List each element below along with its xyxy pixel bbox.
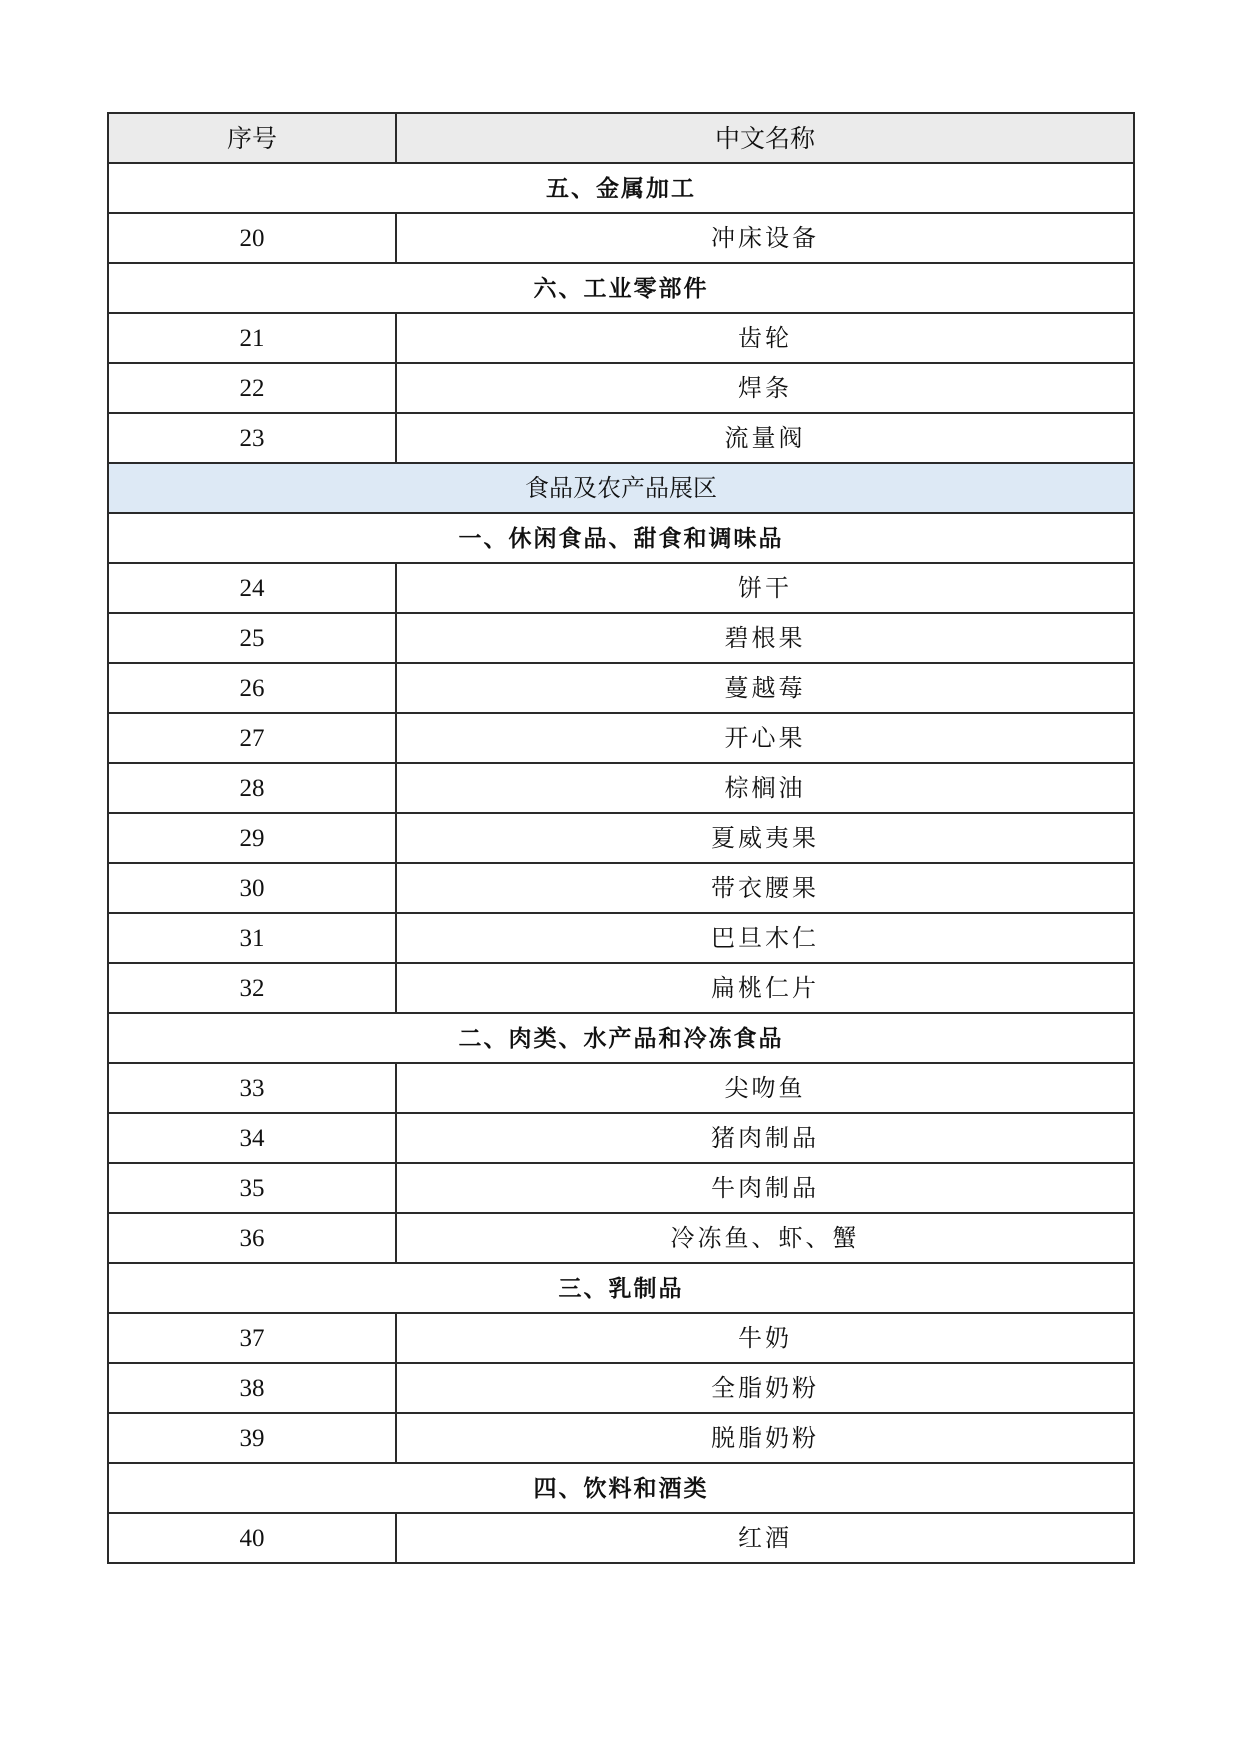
table-row xyxy=(108,913,1134,963)
product-name-cell: 冲床设备 xyxy=(396,213,1134,263)
document-page xyxy=(107,112,1133,1564)
product-name-cell: 巴旦木仁 xyxy=(396,913,1134,963)
table-row xyxy=(108,1413,1134,1463)
serial-number-cell: 35 xyxy=(108,1163,396,1213)
category-row xyxy=(108,163,1134,213)
serial-number-cell: 25 xyxy=(108,613,396,663)
serial-number-cell: 32 xyxy=(108,963,396,1013)
category-heading: 三、乳制品 xyxy=(108,1263,1134,1313)
category-heading: 五、金属加工 xyxy=(108,163,1134,213)
table-row xyxy=(108,963,1134,1013)
serial-number-cell: 24 xyxy=(108,563,396,613)
table-header-row xyxy=(108,113,1134,163)
category-heading: 二、肉类、水产品和冷冻食品 xyxy=(108,1013,1134,1063)
product-name-cell: 碧根果 xyxy=(396,613,1134,663)
category-row xyxy=(108,1013,1134,1063)
product-name-cell: 流量阀 xyxy=(396,413,1134,463)
table-row xyxy=(108,313,1134,363)
product-name-cell: 齿轮 xyxy=(396,313,1134,363)
table-row xyxy=(108,763,1134,813)
table-row xyxy=(108,1213,1134,1263)
serial-number-cell: 39 xyxy=(108,1413,396,1463)
table-row xyxy=(108,1513,1134,1563)
exhibition-area-row xyxy=(108,463,1134,513)
table-row xyxy=(108,1063,1134,1113)
product-name-cell: 冷冻鱼、虾、蟹 xyxy=(396,1213,1134,1263)
product-name-cell: 牛肉制品 xyxy=(396,1163,1134,1213)
table-row xyxy=(108,213,1134,263)
category-row xyxy=(108,263,1134,313)
product-name-cell: 饼干 xyxy=(396,563,1134,613)
serial-number-cell: 34 xyxy=(108,1113,396,1163)
exhibition-area-heading: 食品及农产品展区 xyxy=(108,463,1134,513)
serial-number-cell: 31 xyxy=(108,913,396,963)
serial-number-cell: 28 xyxy=(108,763,396,813)
serial-number-cell: 21 xyxy=(108,313,396,363)
product-name-cell: 焊条 xyxy=(396,363,1134,413)
table-row xyxy=(108,413,1134,463)
serial-number-cell: 38 xyxy=(108,1363,396,1413)
product-name-cell: 猪肉制品 xyxy=(396,1113,1134,1163)
product-name-cell: 脱脂奶粉 xyxy=(396,1413,1134,1463)
serial-number-cell: 37 xyxy=(108,1313,396,1363)
table-row xyxy=(108,363,1134,413)
table-row xyxy=(108,663,1134,713)
product-table xyxy=(107,112,1135,1564)
table-row xyxy=(108,713,1134,763)
product-name-cell: 带衣腰果 xyxy=(396,863,1134,913)
category-row xyxy=(108,1263,1134,1313)
table-row xyxy=(108,613,1134,663)
product-name-cell: 全脂奶粉 xyxy=(396,1363,1134,1413)
category-heading: 六、工业零部件 xyxy=(108,263,1134,313)
serial-number-cell: 26 xyxy=(108,663,396,713)
table-row xyxy=(108,813,1134,863)
table-row xyxy=(108,1313,1134,1363)
serial-number-cell: 33 xyxy=(108,1063,396,1113)
table-row xyxy=(108,863,1134,913)
category-heading: 四、饮料和酒类 xyxy=(108,1463,1134,1513)
product-name-cell: 尖吻鱼 xyxy=(396,1063,1134,1113)
table-row xyxy=(108,1363,1134,1413)
product-name-cell: 棕榈油 xyxy=(396,763,1134,813)
header-chinese-name: 中文名称 xyxy=(396,113,1134,163)
table-row xyxy=(108,1163,1134,1213)
serial-number-cell: 36 xyxy=(108,1213,396,1263)
product-name-cell: 红酒 xyxy=(396,1513,1134,1563)
serial-number-cell: 40 xyxy=(108,1513,396,1563)
serial-number-cell: 22 xyxy=(108,363,396,413)
serial-number-cell: 20 xyxy=(108,213,396,263)
serial-number-cell: 27 xyxy=(108,713,396,763)
category-heading: 一、休闲食品、甜食和调味品 xyxy=(108,513,1134,563)
header-serial-number: 序号 xyxy=(108,113,396,163)
product-name-cell: 开心果 xyxy=(396,713,1134,763)
category-row xyxy=(108,1463,1134,1513)
serial-number-cell: 23 xyxy=(108,413,396,463)
table-row xyxy=(108,563,1134,613)
product-name-cell: 蔓越莓 xyxy=(396,663,1134,713)
product-name-cell: 牛奶 xyxy=(396,1313,1134,1363)
table-row xyxy=(108,1113,1134,1163)
table-body xyxy=(108,163,1134,1563)
serial-number-cell: 29 xyxy=(108,813,396,863)
product-name-cell: 夏威夷果 xyxy=(396,813,1134,863)
product-name-cell: 扁桃仁片 xyxy=(396,963,1134,1013)
category-row xyxy=(108,513,1134,563)
serial-number-cell: 30 xyxy=(108,863,396,913)
